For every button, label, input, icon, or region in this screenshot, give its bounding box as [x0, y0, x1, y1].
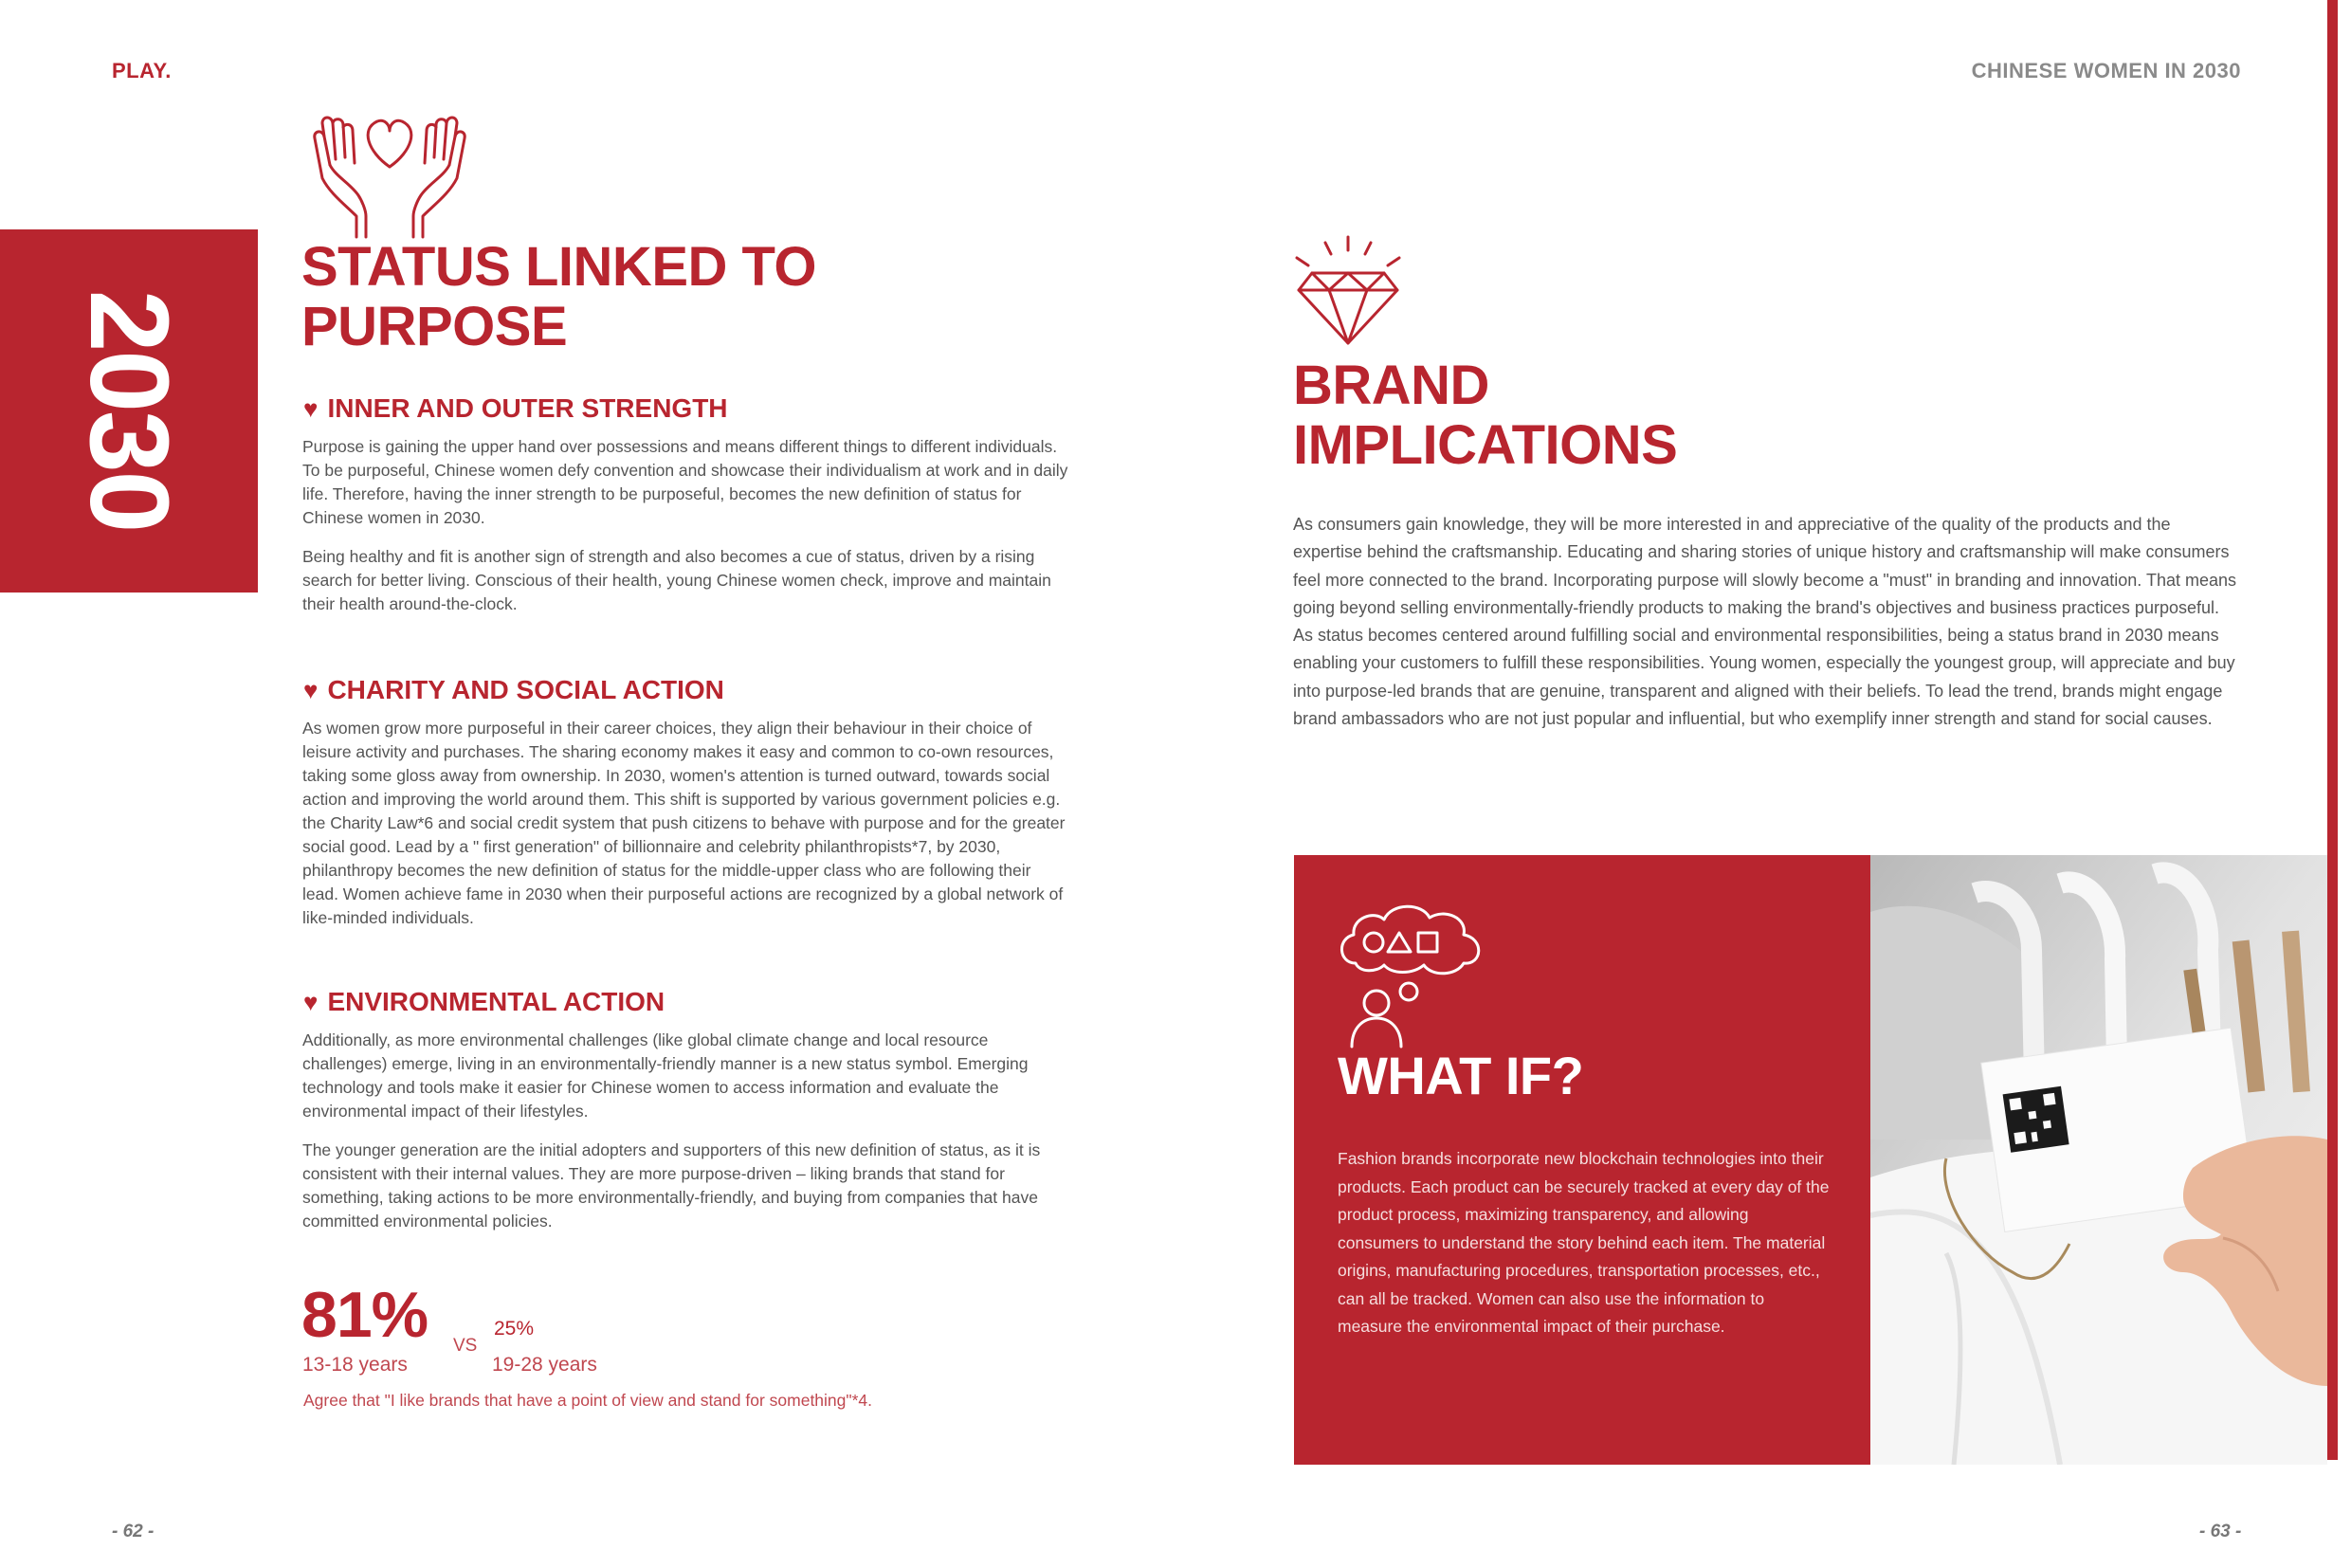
section-heading-charity [303, 675, 724, 705]
heart-bullet-icon: ♥ [303, 988, 319, 1016]
section-heading-inner-outer-strength [303, 393, 728, 424]
section-heading-label: INNER AND OUTER STRENGTH [327, 393, 728, 423]
product-tag-photo [1870, 855, 2327, 1465]
clothing-tag-illustration [1870, 855, 2327, 1465]
page-number-left: - 62 - [112, 1522, 155, 1541]
paragraph: The younger generation are the initial adopters and supporters of this new definition of status, as it is consistent with their internal values. They are more purpose-driven – liking brands that stand for something, taking actions to be more environmentally-friendly, and buying from companies that have committed environmental policies. [302, 1140, 1041, 1231]
paragraph: Additionally, as more environmental challenges (like global climate change and local resource challenges) emerge, living in an environmentally-friendly manner is a new status symbol. Emerging technology and tools make it easier for Chinese women to access information and evaluate the environmental impact of their lifestyles. [302, 1030, 1029, 1121]
year-tab [0, 229, 258, 593]
stat-quote: Agree that "I like brands that have a point of view and stand for something"*4. [303, 1391, 873, 1410]
section-heading-label: ENVIRONMENTAL ACTION [327, 987, 665, 1016]
section-body-charity [302, 717, 1070, 945]
thought-bubble-person-icon [1337, 897, 1488, 1048]
section-heading-label: CHARITY AND SOCIAL ACTION [327, 675, 724, 704]
heart-bullet-icon: ♥ [303, 394, 319, 423]
what-if-body: Fashion brands incorporate new blockchain technologies into their products. Each product can be securely tracked at every day of the product process, maximizing transparency, and allowing consumers to understand the story behind each item. The material origins, manufacturing procedures, transportation processes, etc., can all be tracked. Women can also use the information to measure the environmental impact of their purchase. [1338, 1149, 1830, 1336]
page-number-right: - 63 - [2199, 1522, 2242, 1541]
paragraph: Purpose is gaining the upper hand over possessions and means different things to different individuals. To be purposeful, Chinese women defy convention and showcase their individualism at work and in daily life. Therefore, having the inner strength to be purposeful, becomes the new definition of status for Chinese women in 2030. [302, 437, 1068, 527]
running-head-left: PLAY. [112, 59, 172, 82]
what-if-panel [1294, 855, 1870, 1465]
page-title-right-line1: BRAND [1293, 355, 1489, 416]
paragraph: Being healthy and fit is another sign of strength and also becomes a cue of status, driven by a rising search for better living. Conscious of their health, young Chinese women check, improve and maintain their health around-the-clock. [302, 547, 1051, 613]
brand-implications-body: As consumers gain knowledge, they will be more interested in and appreciative of the quality of the products and the expertise behind the craftsmanship. Educating and sharing stories of unique history and craftsmanship will make consumers feel more connected to the brand. Incorporating purpose will slowly become a "must" in branding and innovation. That means going beyond selling environmentally-friendly products to making the brand's objectives and business practices purposeful. As status becomes centered around fulfilling social and environmental responsibilities, being a status brand in 2030 means enabling your customers to fulfill these responsibilities. Young women, especially the youngest group, will appreciate and buy into purpose-led brands that are genuine, transparent and aligned with their beliefs. To lead the trend, brands might engage brand ambassadors who are not just popular and influential, but who exemplify inner strength and stand for social causes. [1293, 515, 2237, 729]
page-title-left-line1: STATUS LINKED TO [301, 236, 816, 298]
page-title-right [1293, 356, 1677, 475]
what-if-title: WHAT IF? [1338, 1046, 1584, 1105]
hands-heart-icon [301, 110, 478, 239]
stat-secondary-label: 19-28 years [492, 1354, 597, 1376]
stat-secondary-value: 25% [494, 1318, 535, 1340]
section-body-environmental [302, 1029, 1070, 1249]
year-tab-label: 2030 [66, 289, 191, 532]
page-title-right-line2: IMPLICATIONS [1293, 414, 1678, 476]
heart-bullet-icon: ♥ [303, 676, 319, 704]
stat-primary-label: 13-18 years [302, 1354, 408, 1376]
diamond-icon [1291, 235, 1405, 347]
section-heading-environmental [303, 987, 665, 1017]
right-edge-bar [2327, 0, 2338, 1460]
running-head-right: CHINESE WOMEN IN 2030 [1971, 59, 2241, 82]
page-title-left [301, 237, 816, 356]
paragraph: As women grow more purposeful in their career choices, they align their behaviour in their choice of leisure activity and purchases. The sharing economy makes it easy and common to co-own resources, taking some gloss away from ownership. In 2030, women's attention is turned outward, towards social action and improving the world around them. This shift is supported by various government policies e.g. the Charity Law*6 and social credit system that push citizens to behave with purpose and for the greater social good. Lead by a " first generation" of billionnaire and celebrity philanthropists*7, by 2030, philanthropy becomes the new definition of status for the middle-upper class who are following their lead. Women achieve fame in 2030 when their purposeful actions are recognized by a global network of like-minded individuals. [302, 719, 1066, 927]
stat-vs: VS [453, 1336, 478, 1356]
section-body-inner-outer-strength [302, 435, 1070, 631]
page-title-left-line2: PURPOSE [301, 296, 568, 357]
stat-primary-value: 81% [301, 1279, 428, 1351]
